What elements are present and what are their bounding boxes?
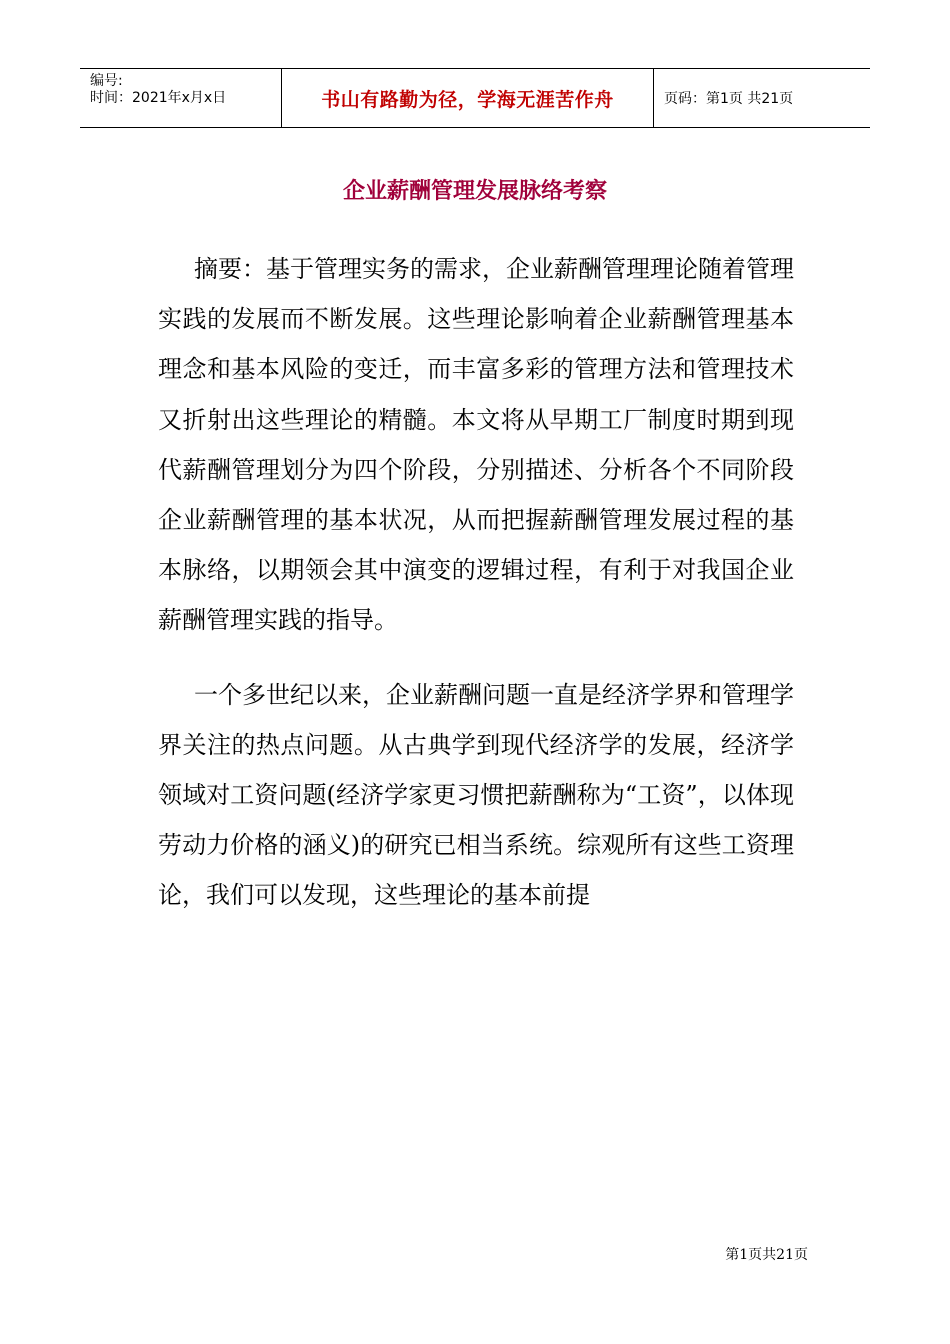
- document-number-label: 编号:: [90, 73, 123, 89]
- header-page-info: 页码：第1页 共21页: [664, 91, 794, 107]
- document-title: 企业薪酬管理发展脉络考察: [342, 178, 607, 204]
- page-footer: 第1页共21页: [725, 1247, 808, 1263]
- page-header: [80, 68, 870, 128]
- document-body: [158, 244, 794, 921]
- header-meta-cell: [80, 69, 282, 127]
- abstract-paragraph: 摘要：基于管理实务的需求，企业薪酬管理理论随着管理实践的发展而不断发展。这些理论影响着企业薪酬管理基本理念和基本风险的变迁，而丰富多彩的管理方法和管理技术又折射出这些理论的精髓。本文将从早期工厂制度时期到现代薪酬管理划分为四个阶段，分别描述、分析各个不同阶段企业薪酬管理的基本状况，从而把握薪酬管理发展过程的基本脉络，以期领会其中演变的逻辑过程，有利于对我国企业薪酬管理实践的指导。: [158, 255, 794, 635]
- document-date: 时间：2021年x月x日: [90, 90, 227, 106]
- body-paragraph: 一个多世纪以来，企业薪酬问题一直是经济学界和管理学界关注的热点问题。从古典学到现代经济学的发展，经济学领域对工资问题(经济学家更习惯把薪酬称为“工资”，以体现劳动力价格的涵义)的研究已相当系统。综观所有这些工资理论，我们可以发现，这些理论的基本前提: [158, 680, 794, 910]
- header-motto: 书山有路勤为径，学海无涯苦作舟: [282, 69, 654, 127]
